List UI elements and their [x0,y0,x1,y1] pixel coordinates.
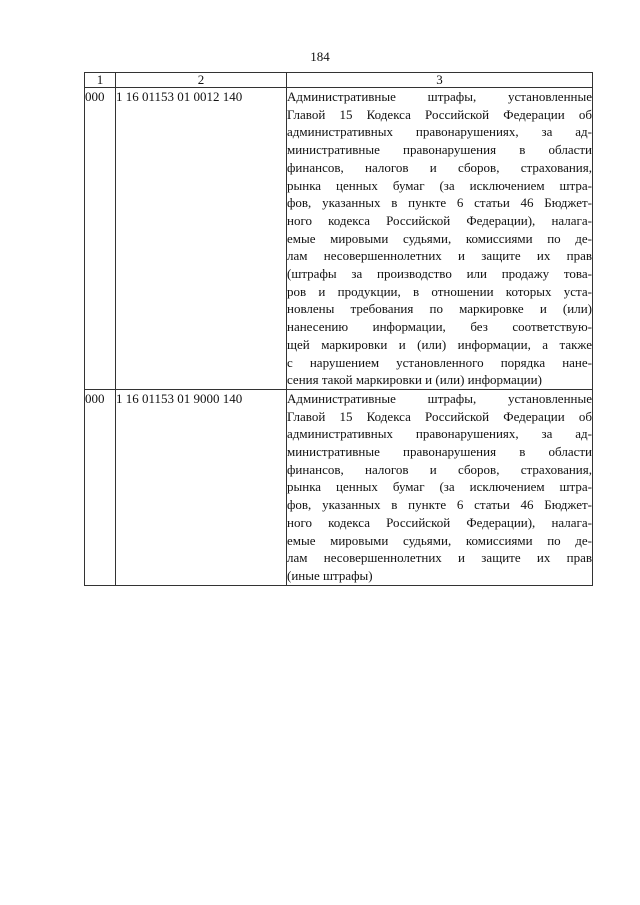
description-cell [287,88,593,390]
description-line: емые мировыми судьями, комиссиями по де- [287,230,592,246]
description-line: финансов, налогов и сборов, страхования, [287,159,592,175]
description-line: новлены требования по маркировке и (или) [287,301,592,317]
description-line: ного кодекса Российской Федерации), налага- [287,212,592,228]
table-body [85,88,593,586]
description-line: щей маркировки и (или) информации, а также [287,336,592,352]
description-line: (иные штрафы) [287,567,373,583]
description-line: рынка ценных бумаг (за исключением штра- [287,177,592,193]
description-line: ров и продукции, в отношении которых уста- [287,283,592,299]
column-header-3: 3 [287,73,593,88]
description-line: рынка ценных бумаг (за исключением штра- [287,479,592,495]
table-row [85,88,593,390]
table-row [85,389,593,585]
budget-code-table [84,72,593,586]
description-line: ного кодекса Российской Федерации), налага- [287,514,592,530]
description-line: (штрафы за производство или продажу това- [287,266,592,282]
description-line: административных правонарушениях, за ад- [287,426,592,442]
description-line: лам несовершеннолетних и защите их прав [287,248,592,264]
description-line: фов, указанных в пункте 6 статьи 46 Бюджет- [287,195,592,211]
group-cell: 000 [85,88,116,390]
column-header-1: 1 [85,73,116,88]
description-line: фов, указанных в пункте 6 статьи 46 Бюджет- [287,497,592,513]
description-cell [287,389,593,585]
description-line: с нарушением установленного порядка нане- [287,354,592,370]
description-line: финансов, налогов и сборов, страхования, [287,461,592,477]
description-line: сения такой маркировки и (или) информации) [287,372,542,388]
description-line: емые мировыми судьями, комиссиями по де- [287,532,592,548]
table-header-row [85,73,593,88]
budget-code-cell: 1 16 01153 01 0012 140 [116,88,287,390]
description-line: Административные штрафы, установленные [287,89,592,104]
budget-code-cell: 1 16 01153 01 9000 140 [116,389,287,585]
description-line: министративные правонарушения в области [287,444,592,460]
description-line: нанесению информации, без соответствую- [287,319,592,335]
column-header-2: 2 [116,73,287,88]
description-line: административных правонарушениях, за ад- [287,124,592,140]
description-line: лам несовершеннолетних и защите их прав [287,550,592,566]
description-line: Административные штрафы, установленные [287,390,592,406]
description-line: Главой 15 Кодекса Российской Федерации об [287,106,592,122]
page-number: 184 [310,49,330,64]
group-cell: 000 [85,389,116,585]
description-line: Главой 15 Кодекса Российской Федерации об [287,408,592,424]
description-line: министративные правонарушения в области [287,142,592,158]
